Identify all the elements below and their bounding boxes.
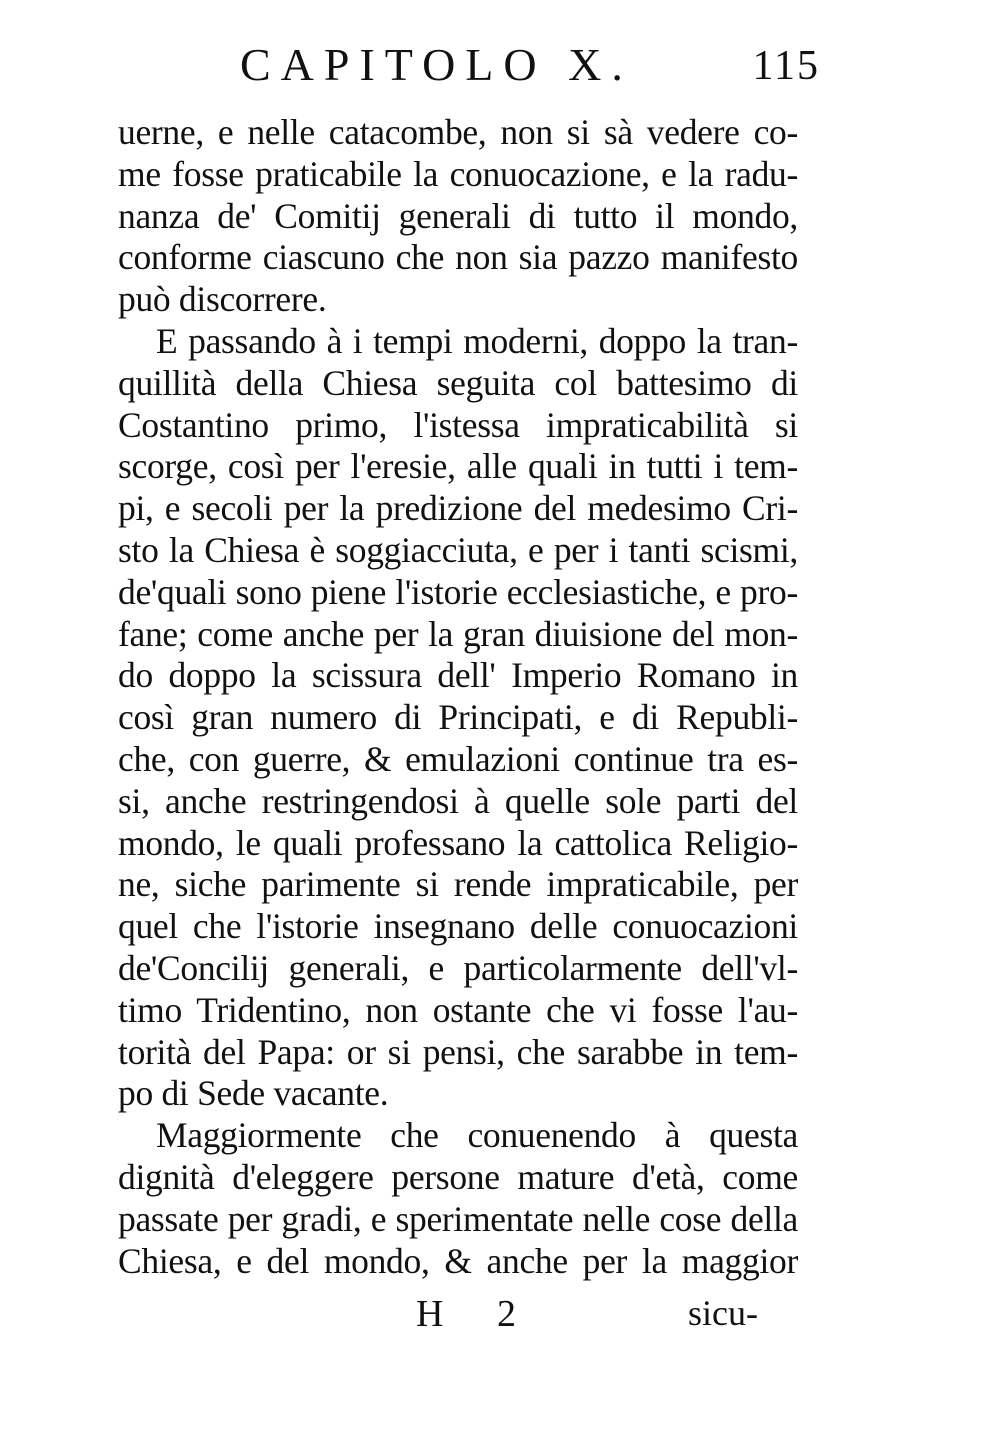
text-line: pi, e secoli per la predizione del medesimo Cri- [118, 488, 798, 529]
text-line: de'quali sono piene l'istorie ecclesiastiche, e pro- [118, 571, 798, 612]
text-line: così gran numero di Principati, e di Republi- [118, 697, 798, 738]
text-line: fane; come anche per la gran diuisione del mon- [118, 613, 798, 654]
text-line: E passando à i tempi moderni, doppo la tran- [156, 320, 798, 361]
page-footer [118, 1292, 798, 1342]
paragraph-1 [118, 112, 798, 321]
body-text [118, 112, 798, 1282]
text-line: Maggiormente che conuenendo à questa [156, 1115, 798, 1156]
text-line: me fosse praticabile la conuocazione, e la radu- [118, 153, 798, 194]
text-line: si, anche restringendosi à quelle sole parti del [118, 780, 798, 821]
text-line: Costantino primo, l'istessa impraticabilità si [118, 404, 798, 445]
text-line: torità del Papa: or si pensi, che sarabbe in tem- [118, 1031, 798, 1072]
text-line: quel che l'istorie insegnano delle conuocazioni [118, 906, 798, 947]
text-line: nanza de' Comitij generali di tutto il mondo, [118, 195, 798, 236]
text-line: mondo, le quali professano la cattolica Religio- [118, 822, 798, 863]
text-line: può discorrere. [118, 279, 327, 320]
paragraph-3 [118, 1115, 798, 1282]
text-line: dignità d'eleggere persone mature d'età, come [118, 1156, 798, 1197]
text-line: ne, siche parimente si rende impraticabile, per [118, 864, 798, 905]
chapter-title: CAPITOLO X. [240, 39, 633, 90]
signature-mark: H 2 [416, 1293, 538, 1335]
running-head [110, 38, 820, 98]
text-line: timo Tridentino, non ostante che vi fosse l'au- [118, 989, 798, 1030]
text-line: passate per gradi, e sperimentate nelle cose della [118, 1198, 798, 1239]
catchword: sicu- [688, 1293, 758, 1333]
text-line: che, con guerre, & emulazioni continue tra es- [118, 738, 798, 779]
text-line: do doppo la scissura dell' Imperio Romano in [118, 655, 798, 696]
text-line: po di Sede vacante. [118, 1073, 389, 1114]
paragraph-2 [118, 321, 798, 1115]
text-line: conforme ciascuno che non sia pazzo manifesto [118, 237, 798, 278]
text-line: de'Concilij generali, e particolarmente dell'vl- [118, 947, 798, 988]
text-line: uerne, e nelle catacombe, non si sà vedere co- [118, 112, 798, 152]
text-line: scorge, così per l'eresie, alle quali in tutti i tem- [118, 446, 798, 487]
text-line: Chiesa, e del mondo, & anche per la maggior [118, 1240, 798, 1281]
text-line: quillità della Chiesa seguita col battesimo di [118, 362, 798, 403]
text-line: sto la Chiesa è soggiacciuta, e per i tanti scismi, [118, 529, 798, 570]
page-number: 115 [752, 43, 820, 89]
